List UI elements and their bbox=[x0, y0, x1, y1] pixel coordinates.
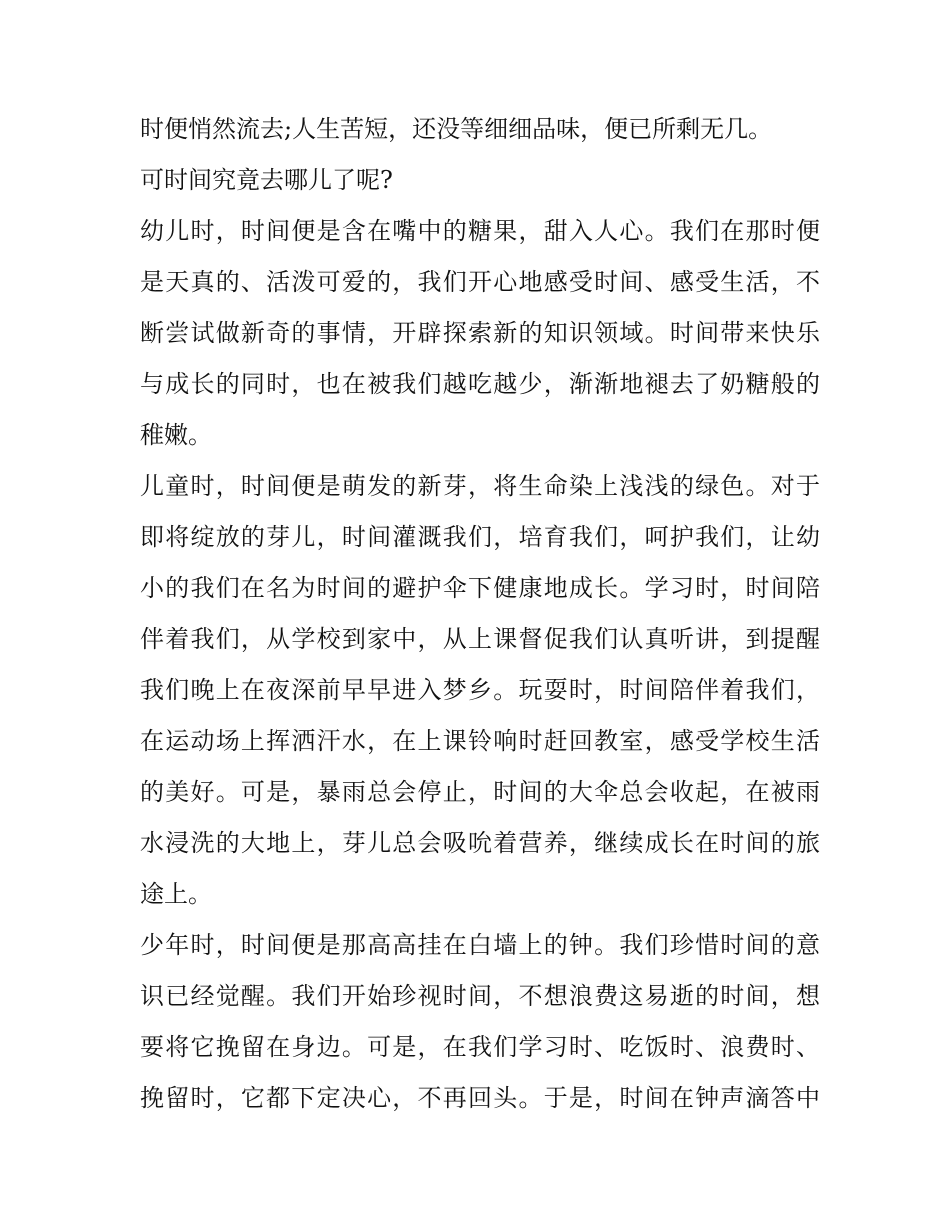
essay-text bbox=[140, 104, 820, 1124]
text-line-8: 儿童时，时间便是萌发的新芽，将生命染上浅浅的绿色。对于 bbox=[140, 472, 820, 500]
text-line-10: 小的我们在名为时间的避护伞下健康地成长。学习时，时间陪 bbox=[140, 574, 820, 602]
text-line-4: 是天真的、活泼可爱的，我们开心地感受时间、感受生活，不 bbox=[140, 268, 820, 296]
text-line-3: 幼儿时，时间便是含在嘴中的糖果，甜入人心。我们在那时便 bbox=[140, 217, 820, 245]
text-line-15: 水浸洗的大地上，芽儿总会吸吮着营养，继续成长在时间的旅 bbox=[140, 829, 820, 857]
text-line-2: 可时间究竟去哪儿了呢? bbox=[140, 166, 393, 194]
text-line-7: 稚嫩。 bbox=[140, 421, 212, 449]
text-line-18: 识已经觉醒。我们开始珍视时间，不想浪费这易逝的时间，想 bbox=[140, 982, 820, 1010]
text-line-11: 伴着我们，从学校到家中，从上课督促我们认真听讲，到提醒 bbox=[140, 625, 820, 653]
text-line-5: 断尝试做新奇的事情，开辟探索新的知识领域。时间带来快乐 bbox=[140, 319, 820, 347]
text-line-14: 的美好。可是，暴雨总会停止，时间的大伞总会收起，在被雨 bbox=[140, 778, 820, 806]
text-line-6: 与成长的同时，也在被我们越吃越少，渐渐地褪去了奶糖般的 bbox=[140, 370, 820, 398]
text-line-9: 即将绽放的芽儿，时间灌溉我们，培育我们，呵护我们，让幼 bbox=[140, 523, 820, 551]
text-line-13: 在运动场上挥洒汗水，在上课铃响时赶回教室，感受学校生活 bbox=[140, 727, 820, 755]
text-line-19: 要将它挽留在身边。可是，在我们学习时、吃饭时、浪费时、 bbox=[140, 1033, 820, 1061]
text-line-16: 途上。 bbox=[140, 880, 212, 908]
text-line-1: 时便悄然流去;人生苦短，还没等细细品味，便已所剩无几。 bbox=[140, 115, 773, 143]
text-line-17: 少年时，时间便是那高高挂在白墙上的钟。我们珍惜时间的意 bbox=[140, 931, 820, 959]
text-line-20: 挽留时，它都下定决心，不再回头。于是，时间在钟声滴答中 bbox=[140, 1084, 820, 1112]
text-line-12: 我们晚上在夜深前早早进入梦乡。玩耍时，时间陪伴着我们， bbox=[140, 676, 820, 704]
